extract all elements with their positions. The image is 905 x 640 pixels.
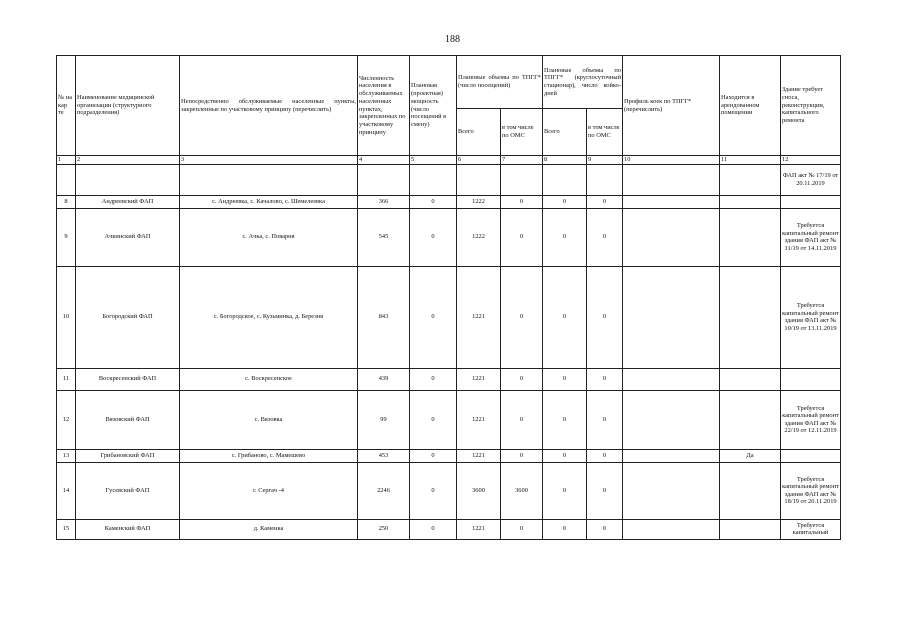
- beds-total: 0: [543, 519, 587, 539]
- repair-note: [781, 195, 841, 208]
- rented-flag: [720, 519, 781, 539]
- row-number: 9: [57, 208, 76, 266]
- column-number: 10: [623, 156, 720, 165]
- organization-name: Вязовский ФАП: [76, 390, 180, 449]
- settlements: д. Каменка: [180, 519, 358, 539]
- capacity: 0: [410, 266, 457, 368]
- visits-total: 1221: [457, 368, 501, 390]
- population: 2246: [358, 462, 410, 519]
- organization-name: Андреевский ФАП: [76, 195, 180, 208]
- capacity: 0: [410, 519, 457, 539]
- capacity: 0: [410, 390, 457, 449]
- organization-name: Воскресенский ФАП: [76, 368, 180, 390]
- row-number: 8: [57, 195, 76, 208]
- row-number: 12: [57, 390, 76, 449]
- page-number: 188: [445, 34, 460, 45]
- beds-oms: 0: [587, 519, 623, 539]
- organization-name: Богородский ФАП: [76, 266, 180, 368]
- beds-oms: 0: [587, 368, 623, 390]
- column-number: 9: [587, 156, 623, 165]
- beds-oms: 0: [587, 208, 623, 266]
- table-row: [57, 390, 841, 449]
- row-number: 11: [57, 368, 76, 390]
- rented-flag: [720, 462, 781, 519]
- column-number-row: [57, 156, 841, 165]
- beds-oms: 0: [587, 449, 623, 462]
- repair-note: [781, 449, 841, 462]
- beds-oms: 0: [587, 195, 623, 208]
- row-number: 14: [57, 462, 76, 519]
- settlements: с. Грибаново, с. Мамешево: [180, 449, 358, 462]
- table-row: [57, 449, 841, 462]
- header-capacity: Плановая (проектная) мощность (число посещений в смену): [410, 56, 457, 156]
- visits-total: 1222: [457, 208, 501, 266]
- bed-profile: [623, 449, 720, 462]
- header-map-number: № на кар те: [57, 56, 76, 156]
- header-beds-oms: в том числе по ОМС: [587, 109, 623, 156]
- population: 99: [358, 390, 410, 449]
- visits-total: 1221: [457, 519, 501, 539]
- organization-name: Ачкинский ФАП: [76, 208, 180, 266]
- organization-name: Каменский ФАП: [76, 519, 180, 539]
- continuation-row: [57, 164, 841, 195]
- population: 250: [358, 519, 410, 539]
- bed-profile: [623, 208, 720, 266]
- settlements: г. Сергач -4: [180, 462, 358, 519]
- settlements: с. Воскресенское: [180, 368, 358, 390]
- population: 453: [358, 449, 410, 462]
- capacity: 0: [410, 449, 457, 462]
- rented-flag: [720, 390, 781, 449]
- beds-total: 0: [543, 449, 587, 462]
- header-visits: Плановые объемы по ТПГГ* (число посещений): [457, 56, 543, 109]
- header-visits-oms: в том числе по ОМС: [501, 109, 543, 156]
- column-number: 6: [457, 156, 501, 165]
- header-settlements: Непосредственно обслуживаемые населенные пункты, закрепленные по участковому принципу (перечислить): [180, 56, 358, 156]
- population: 366: [358, 195, 410, 208]
- visits-oms: 0: [501, 195, 543, 208]
- column-number: 4: [358, 156, 410, 165]
- organization-name: Гусевский ФАП: [76, 462, 180, 519]
- rented-flag: Да: [720, 449, 781, 462]
- repair-note: Требуется капитальный ремонт здания ФАП акт № 18/19 от 20.11.2019: [781, 462, 841, 519]
- rented-flag: [720, 208, 781, 266]
- beds-total: 0: [543, 368, 587, 390]
- row-number: 13: [57, 449, 76, 462]
- beds-total: 0: [543, 462, 587, 519]
- rented-flag: [720, 266, 781, 368]
- beds-total: 0: [543, 208, 587, 266]
- capacity: 0: [410, 208, 457, 266]
- capacity: 0: [410, 195, 457, 208]
- table-row: [57, 519, 841, 539]
- column-number: 5: [410, 156, 457, 165]
- header-row: [57, 56, 841, 109]
- repair-note: Требуется капитальный ремонт здания ФАП акт № 10/19 от 13.11.2019: [781, 266, 841, 368]
- table-row: [57, 208, 841, 266]
- column-number: 7: [501, 156, 543, 165]
- capacity: 0: [410, 462, 457, 519]
- row-number: 15: [57, 519, 76, 539]
- repair-note: [781, 368, 841, 390]
- beds-oms: 0: [587, 266, 623, 368]
- column-number: 8: [543, 156, 587, 165]
- column-number: 12: [781, 156, 841, 165]
- repair-note: Требуется капитальный ремонт здания ФАП акт № 11/19 от 14.11.2019: [781, 208, 841, 266]
- column-number: 11: [720, 156, 781, 165]
- header-bed-profile: Профиль коек по ТПГГ* (перечислить): [623, 56, 720, 156]
- row-number: 10: [57, 266, 76, 368]
- population: 439: [358, 368, 410, 390]
- table-body: [57, 195, 841, 539]
- beds-oms: 0: [587, 462, 623, 519]
- header-visits-total: Всего: [457, 109, 501, 156]
- repair-note: Требуется капитальный: [781, 519, 841, 539]
- visits-oms: 0: [501, 266, 543, 368]
- beds-total: 0: [543, 390, 587, 449]
- visits-oms: 3600: [501, 462, 543, 519]
- settlements: с. Андреевка, с. Качалово, с. Шемелеевка: [180, 195, 358, 208]
- organization-name: Грибановский ФАП: [76, 449, 180, 462]
- column-number: 2: [76, 156, 180, 165]
- beds-oms: 0: [587, 390, 623, 449]
- settlements: с. Богородское, с. Кузьминка, д. Березня: [180, 266, 358, 368]
- visits-oms: 0: [501, 449, 543, 462]
- settlements: с. Вязовка: [180, 390, 358, 449]
- visits-total: 1221: [457, 266, 501, 368]
- bed-profile: [623, 195, 720, 208]
- visits-oms: 0: [501, 519, 543, 539]
- table-row: [57, 266, 841, 368]
- table-row: [57, 195, 841, 208]
- repair-note: ФАП акт № 17/19 от 20.11.2019: [781, 164, 841, 195]
- table-row: [57, 462, 841, 519]
- facilities-table: [56, 55, 841, 540]
- population: 843: [358, 266, 410, 368]
- bed-profile: [623, 462, 720, 519]
- settlements: с. Ачка, с. Поварня: [180, 208, 358, 266]
- beds-total: 0: [543, 195, 587, 208]
- visits-total: 1221: [457, 449, 501, 462]
- visits-oms: 0: [501, 368, 543, 390]
- capacity: 0: [410, 368, 457, 390]
- repair-note: Требуется капитальный ремонт здания ФАП акт № 22/19 от 12.11.2019: [781, 390, 841, 449]
- header-repair: Здание требует сноса, реконструкции, капитального ремонта: [781, 56, 841, 156]
- header-population: Численность населения в обслуживаемых населенных пунктах, закрепленных по участковому принципу: [358, 56, 410, 156]
- visits-total: 1222: [457, 195, 501, 208]
- rented-flag: [720, 368, 781, 390]
- bed-profile: [623, 266, 720, 368]
- visits-total: 1221: [457, 390, 501, 449]
- bed-profile: [623, 368, 720, 390]
- header-beds-total: Всего: [543, 109, 587, 156]
- visits-oms: 0: [501, 208, 543, 266]
- header-rented: Находится в арендованном помещении: [720, 56, 781, 156]
- header-beds: Плановые объемы по ТПГГ* (круглосуточный стационар), число койко-дней: [543, 56, 623, 109]
- rented-flag: [720, 195, 781, 208]
- column-number: 1: [57, 156, 76, 165]
- beds-total: 0: [543, 266, 587, 368]
- visits-oms: 0: [501, 390, 543, 449]
- bed-profile: [623, 519, 720, 539]
- bed-profile: [623, 390, 720, 449]
- visits-total: 3600: [457, 462, 501, 519]
- header-organization: Наименование медицинской организации (структурного подразделения): [76, 56, 180, 156]
- table-row: [57, 368, 841, 390]
- population: 545: [358, 208, 410, 266]
- column-number: 3: [180, 156, 358, 165]
